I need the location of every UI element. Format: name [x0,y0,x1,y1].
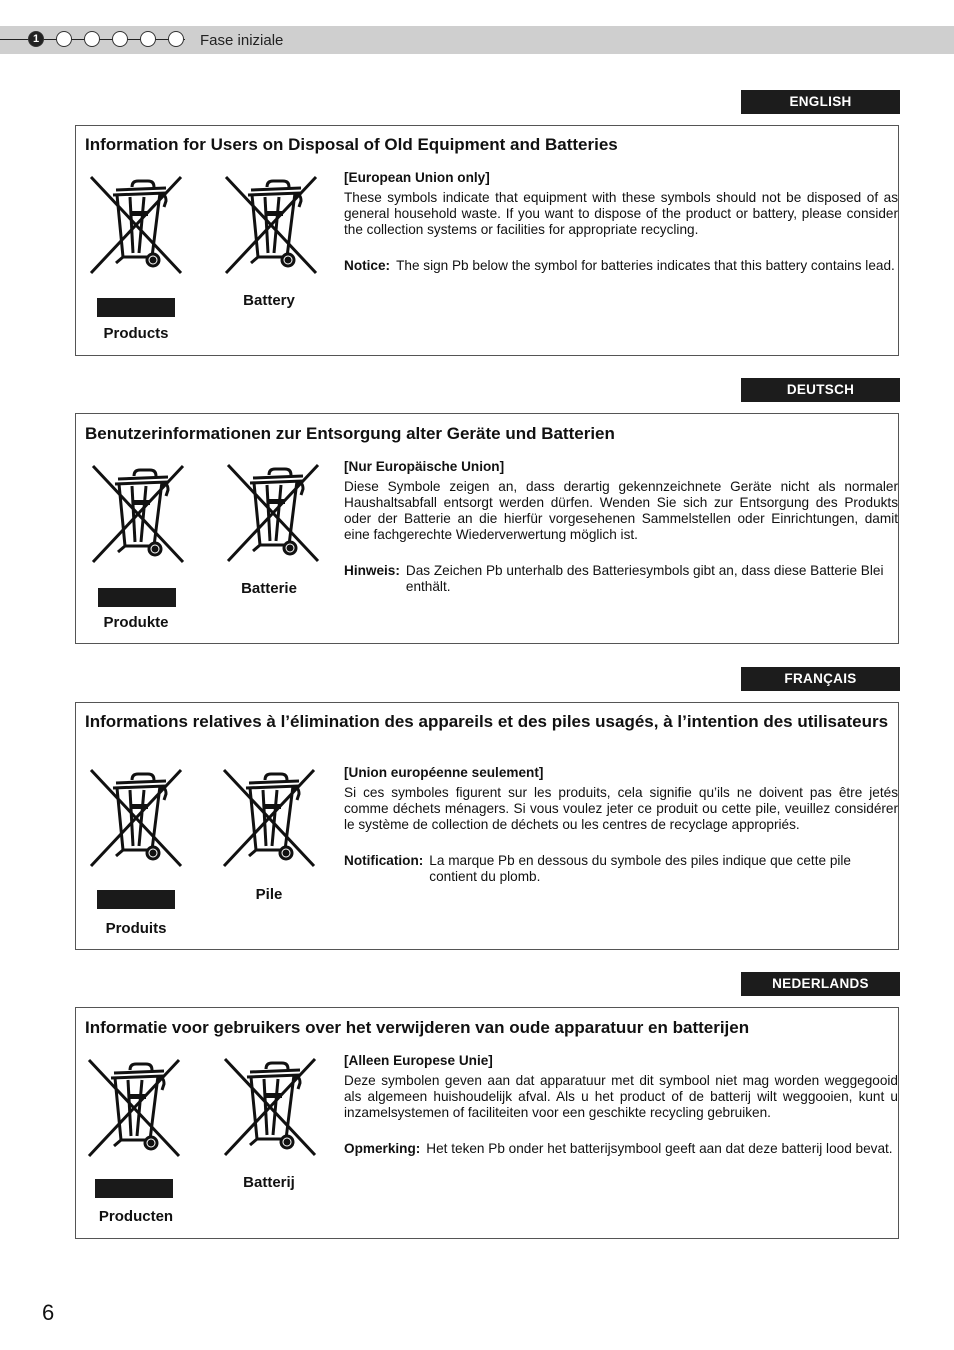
section-title: Information for Users on Disposal of Old Equipment and Batteries [85,135,618,154]
region-subheading: [Nur Europäische Union] [344,459,505,474]
step-indicator [112,31,128,47]
body-paragraph: These symbols indicate that equipment with these symbols should not be disposed of as general household waste. If you want to dispose of the product or battery, please consider the collection systems or facilities for appropriate recycling. [344,190,898,237]
notice-text: Das Zeichen Pb unterhalb des Batteriesymbols gibt an, dass diese Batterie Blei enthält. [405,563,884,594]
step-indicator [56,31,72,47]
battery-label: Battery [243,292,295,309]
section-title: Informations relatives à l’élimination des appareils et des piles usagés, à l’intention des utilisateurs [85,712,889,731]
section-text [344,459,898,595]
step-indicator-active: 1 [28,31,44,47]
step-indicator [140,31,156,47]
section-text [344,765,898,885]
notice [344,1141,898,1157]
disposal-panel-deutsch [75,413,899,644]
crossed-bin-battery-icon [221,172,321,278]
step-indicator [168,31,184,47]
crossed-bin-battery-icon [219,765,319,871]
language-tag-english: ENGLISH [741,90,900,114]
products-label: Produits [105,920,167,937]
battery-label: Batterij [243,1174,295,1191]
notice-text: The sign Pb below the symbol for batteries indicates that this battery contains lead. [396,258,895,273]
notice-label: Notification: [344,853,424,868]
step-indicator [84,31,100,47]
body-paragraph: Deze symbolen geven aan dat apparatuur met dit symbool niet mag worden weggegooid als algemeen huishoudelijk afval. Als u het product of de batterij wilt weggooien, kunt u inzamelsystemen of faciliteiten voor een geschikte recycling gebruiken. [344,1073,898,1120]
notice [344,563,898,595]
notice-text: Het teken Pb onder het batterijsymbool geeft aan dat deze batterij lood bevat. [426,1141,893,1156]
product-marking-bar [97,890,175,909]
product-marking-bar [98,588,176,607]
section-text [344,1053,898,1157]
language-tag-nederlands: NEDERLANDS [741,972,900,996]
disposal-panel-francais [75,702,899,950]
region-subheading: [Alleen Europese Unie] [344,1053,493,1068]
notice-label: Opmerking: [344,1141,421,1156]
body-paragraph: Diese Symbole zeigen an, dass derartig gekennzeichnete Geräte nicht als normaler Haushaltsabfall entsorgt werden dürfen. Wenden Sie sich zur Entsorgung des Produkts oder der Batterie an die hierfür vorgesehenen Sammelstellen oder Einrichtungen, damit eine fachgerechte Wiederverwertung möglich ist. [344,479,898,542]
crossed-bin-products-icon [84,1055,184,1161]
section-text [344,170,898,274]
language-tag-deutsch: DEUTSCH [741,378,900,402]
section-title: Informatie voor gebruikers over het verwijderen van oude apparatuur en batterijen [85,1018,750,1037]
products-label: Produkte [103,614,169,631]
disposal-panel-english [75,125,899,356]
region-subheading: [Union européenne seulement] [344,765,544,780]
language-tag-francais: FRANÇAIS [741,667,900,691]
crossed-bin-products-icon [88,461,188,567]
crossed-bin-battery-icon [223,460,323,566]
battery-label: Batterie [241,580,297,597]
notice [344,853,898,885]
body-paragraph: Si ces symboles figurent sur les produits, cela signifie qu’ils ne doivent pas être jetés comme déchets ménagers. Si vous voulez jeter ce produit ou cette pile, veuillez considérer le système de collection de déchets ou les centres de recyclage appropriés. [344,785,898,832]
region-subheading: [European Union only] [344,170,490,185]
page-number: 6 [42,1300,55,1325]
product-marking-bar [95,1179,173,1198]
products-label: Producten [98,1208,174,1225]
notice-label: Hinweis: [344,563,400,578]
notice [344,258,898,274]
crossed-bin-products-icon [86,172,186,278]
breadcrumb: Fase iniziale [200,32,284,49]
battery-label: Pile [255,886,283,903]
section-title: Benutzerinformationen zur Entsorgung alter Geräte und Batterien [85,424,615,443]
header-bar [0,26,954,54]
notice-label: Notice: [344,258,391,273]
products-label: Products [103,325,169,342]
product-marking-bar [97,298,175,317]
notice-text: La marque Pb en dessous du symbole des piles indique que cette pile contient du plomb. [429,853,851,884]
disposal-panel-nederlands [75,1007,899,1239]
crossed-bin-products-icon [86,765,186,871]
crossed-bin-battery-icon [220,1054,320,1160]
